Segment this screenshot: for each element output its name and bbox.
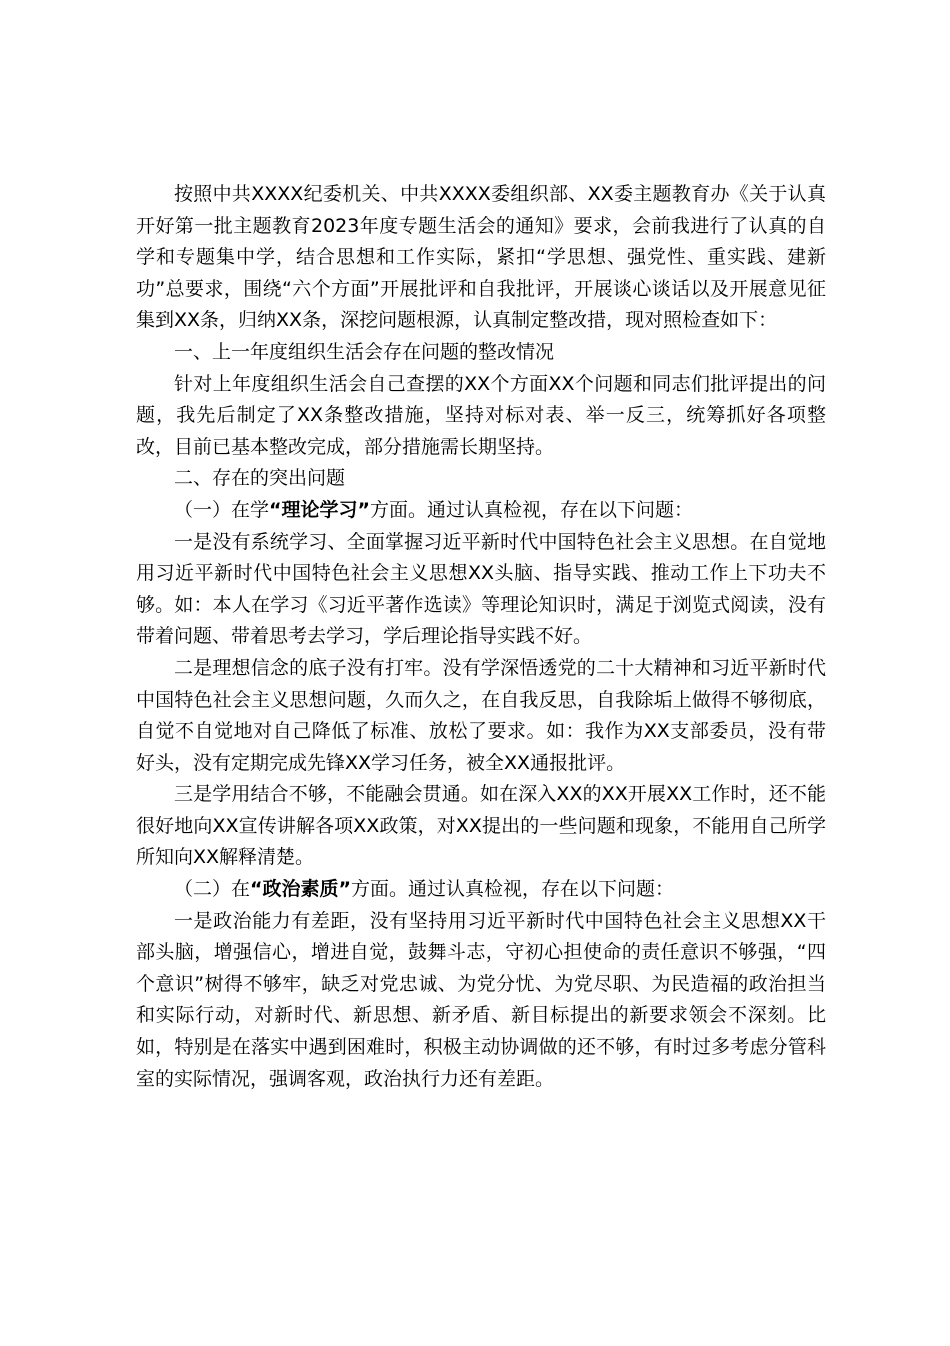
subsection-1-item-2: 二是理想信念的底子没有打牢。没有学深悟透党的二十大精神和习近平新时代中国特色社会主义思想问题，久而久之，在自我反思，自我除垢上做得不够彻底，自觉不自觉地对自己降低了标准、放松了要求。如：我作为XX支部委员，没有带好头，没有定期完成先锋XX学习任务，被全XX通报批评。 xyxy=(136,656,826,774)
section-1-paragraph: 针对上年度组织生活会自己查摆的XX个方面XX个问题和同志们批评提出的问题，我先后制定了XX条整改措施，坚持对标对表、举一反三，统筹抓好各项整改，目前已基本整改完成，部分措施需长期坚持。 xyxy=(136,372,826,458)
section-2-heading: 二、存在的突出问题 xyxy=(174,467,346,490)
subsection-1-prefix: （一）在学 xyxy=(174,498,270,521)
subsection-1-item-1: 一是没有系统学习、全面掌握习近平新时代中国特色社会主义思想。在自觉地用习近平新时代中国特色社会主义思想XX头脑、指导实践、推动工作上下功夫不够。如：本人在学习《习近平著作选读》等理论知识时，满足于浏览式阅读，没有带着问题、带着思考去学习，学后理论指导实践不好。 xyxy=(136,530,826,648)
subsection-1-topic: “理论学习” xyxy=(269,498,370,521)
subsection-2-item-1: 一是政治能力有差距，没有坚持用习近平新时代中国特色社会主义思想XX干部头脑，增强信心，增进自觉，鼓舞斗志，守初心担使命的责任意识不够强，“四个意识”树得不够牢，缺乏对党忠诚、为党分忧、为党尽职、为民造福的政治担当和实际行动，对新时代、新思想、新矛盾、新目标提出的新要求领会不深刻。比如，特别是在落实中遇到困难时，积极主动协调做的还不够，有时过多考虑分管科室的实际情况，强调客观，政治执行力还有差距。 xyxy=(136,909,826,1090)
subsection-1-heading xyxy=(136,495,826,527)
subsection-2-prefix: （二）在 xyxy=(174,878,251,901)
subsection-2-topic: “政治素质” xyxy=(250,878,351,901)
section-1-heading: 一、上一年度组织生活会存在问题的整改情况 xyxy=(174,340,555,363)
intro-paragraph: 按照中共XXXX纪委机关、中共XXXX委组织部、XX委主题教育办《关于认真开好第一批主题教育2023年度专题生活会的通知》要求，会前我进行了认真的自学和专题集中学，结合思想和工作实际，紧扣“学思想、强党性、重实践、建新功”总要求，围绕“六个方面”开展批评和自我批评，开展谈心谈话以及开展意见征集到XX条，归纳XX条，深挖问题根源，认真制定整改措，现对照检查如下： xyxy=(136,183,826,332)
subsection-2-suffix: 方面。通过认真检视，存在以下问题： xyxy=(351,878,675,901)
subsection-1-item-3: 三是学用结合不够，不能融会贯通。如在深入XX的XX开展XX工作时，还不能很好地向XX宣传讲解各项XX政策，对XX提出的一些问题和现象，不能用自己所学所知向XX解释清楚。 xyxy=(136,783,826,869)
subsection-2-heading xyxy=(136,874,826,906)
subsection-1-suffix: 方面。通过认真检视，存在以下问题： xyxy=(370,498,694,521)
document-body xyxy=(136,179,826,1095)
